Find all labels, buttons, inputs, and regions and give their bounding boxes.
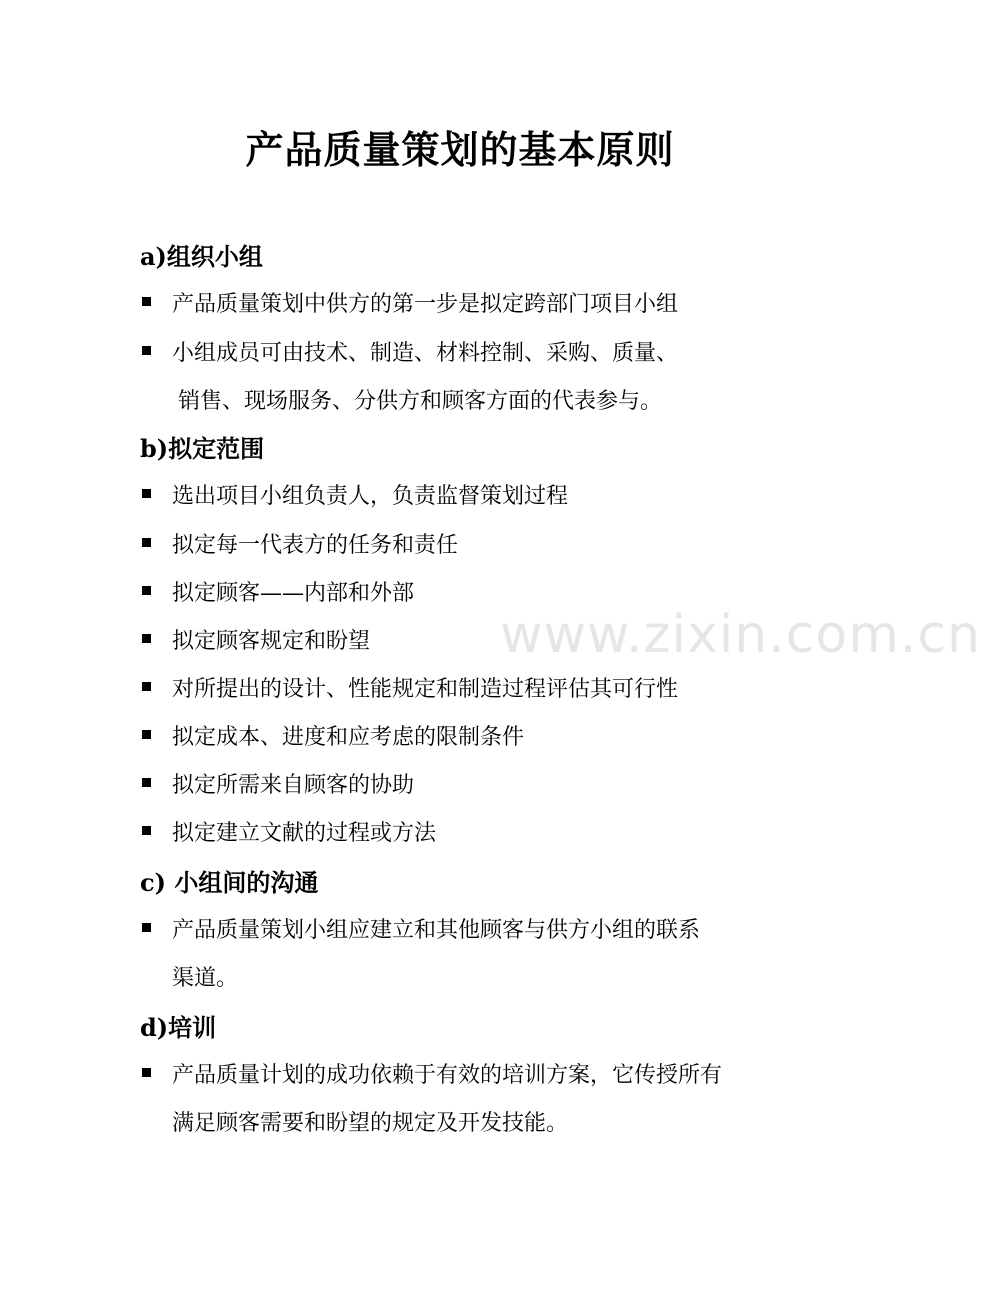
bullet-square-icon (142, 538, 151, 547)
list-item-text: 拟定每一代表方的任务和责任 (172, 533, 459, 558)
bullet-square-icon (142, 778, 151, 787)
list-item-text: 产品质量策划小组应建立和其他顾客与供方小组的联系 (172, 918, 701, 943)
section-heading-c: c) 小组间的沟通 (140, 868, 319, 897)
bullet-square-icon (142, 682, 151, 691)
watermark: www.zixin.com.cn (500, 605, 981, 665)
bullet-square-icon (142, 730, 151, 739)
bullet-square-icon (142, 1068, 151, 1077)
bullet-square-icon (142, 586, 151, 595)
bullet-square-icon (142, 826, 151, 835)
bullet-square-icon (142, 634, 151, 643)
bullet-square-icon (142, 489, 151, 498)
list-item-continuation: 渠道。 (172, 966, 239, 991)
list-item-text: 小组成员可由技术、制造、材料控制、采购、质量、 (172, 341, 679, 366)
section-heading-a: a)组织小组 (140, 242, 263, 271)
page-title: 产品质量策划的基本原则 (245, 127, 675, 172)
list-item-text: 拟定所需来自顾客的协助 (172, 773, 415, 798)
list-item-text: 产品质量策划中供方的第一步是拟定跨部门项目小组 (172, 292, 679, 317)
list-item-text: 拟定顾客规定和盼望 (172, 629, 371, 654)
section-heading-b: b)拟定范围 (140, 434, 265, 463)
list-item-continuation: 销售、现场服务、分供方和顾客方面的代表参与。 (178, 389, 663, 414)
list-item-text: 产品质量计划的成功依赖于有效的培训方案，它传授所有 (172, 1063, 723, 1088)
list-item-text: 拟定顾客——内部和外部 (172, 581, 415, 606)
section-heading-d: d)培训 (140, 1013, 217, 1042)
bullet-square-icon (142, 297, 151, 306)
list-item-continuation: 满足顾客需要和盼望的规定及开发技能。 (172, 1111, 569, 1136)
bullet-square-icon (142, 923, 151, 932)
list-item-text: 拟定建立文献的过程或方法 (172, 821, 437, 846)
list-item-text: 拟定成本、进度和应考虑的限制条件 (172, 725, 525, 750)
list-item-text: 选出项目小组负责人，负责监督策划过程 (172, 484, 569, 509)
list-item-text: 对所提出的设计、性能规定和制造过程评估其可行性 (172, 677, 679, 702)
bullet-square-icon (142, 346, 151, 355)
